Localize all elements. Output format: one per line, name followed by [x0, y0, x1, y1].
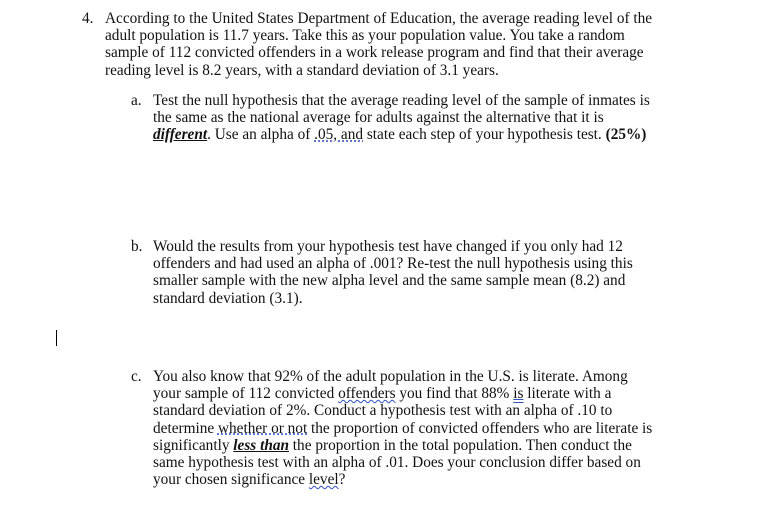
- part-c-line: [153, 385, 652, 402]
- part-b-line: standard deviation (3.1).: [153, 289, 303, 307]
- emphasis-different: different: [153, 126, 208, 144]
- question-stem: [105, 10, 652, 79]
- text-span: determine: [153, 419, 218, 437]
- part-a-text: [153, 92, 650, 144]
- text-span: the proportion of convicted offenders who are literate is: [307, 419, 653, 437]
- part-a-line: [153, 126, 650, 143]
- spellcheck-offenders: offenders: [338, 385, 396, 403]
- part-a-line: the same as the national average for adults against the alternative that it is: [153, 109, 604, 127]
- grammar-flag-is: is: [513, 385, 524, 403]
- part-c-line: [153, 420, 652, 437]
- text-span: your chosen significance: [153, 471, 309, 489]
- part-c-letter: c.: [131, 368, 142, 385]
- text-span: the proportion in the total population. Then conduct the: [288, 436, 632, 454]
- part-a-line: Test the null hypothesis that the average reading level of the sample of inmates is: [153, 92, 650, 109]
- text-span: state each step of your hypothesis test.: [363, 126, 606, 144]
- grammar-flag-level: level: [308, 471, 339, 489]
- text-span: significantly: [153, 436, 234, 454]
- text-span: ?: [338, 471, 346, 489]
- emphasis-less-than: less than: [233, 436, 289, 454]
- part-c-line: standard deviation of 2%. Conduct a hypothesis test with an alpha of .10 to: [153, 402, 613, 420]
- part-b-text: [153, 238, 633, 307]
- part-b-line: smaller sample with the new alpha level and the same sample mean (8.2) and: [153, 272, 626, 290]
- point-weight: (25%): [605, 126, 647, 144]
- stem-line: sample of 112 convicted offenders in a work release program and find that their average: [105, 44, 644, 62]
- part-c-line: same hypothesis test with an alpha of .01. Does your conclusion differ based on: [153, 453, 641, 471]
- alpha-value: .05, and: [314, 126, 364, 144]
- stem-line: reading level is 8.2 years, with a standard deviation of 3.1 years.: [105, 61, 499, 79]
- part-b-letter: b.: [131, 238, 143, 255]
- text-cursor: [56, 330, 57, 346]
- stem-line: adult population is 11.7 years. Take this as your population value. You take a random: [105, 27, 625, 45]
- part-b-line: Would the results from your hypothesis test have changed if you only had 12: [153, 238, 623, 255]
- grammar-flag-whether: whether or not: [217, 419, 308, 437]
- text-span: literate with a: [523, 385, 612, 403]
- part-c-line: You also know that 92% of the adult population in the U.S. is literate. Among: [153, 368, 628, 385]
- part-b-line: offenders and had used an alpha of .001? Re-test the null hypothesis using this: [153, 255, 633, 273]
- part-c-text: [153, 368, 652, 488]
- text-span: you find that 88%: [395, 385, 514, 403]
- text-span: . Use an alpha of: [207, 126, 315, 144]
- stem-line: According to the United States Department of Education, the average reading level of the: [105, 10, 653, 27]
- part-c-line: [153, 437, 652, 454]
- part-a-letter: a.: [131, 92, 142, 109]
- question-number: 4.: [82, 10, 94, 27]
- text-span: your sample of 112 convicted: [153, 385, 339, 403]
- part-c-line: [153, 471, 652, 488]
